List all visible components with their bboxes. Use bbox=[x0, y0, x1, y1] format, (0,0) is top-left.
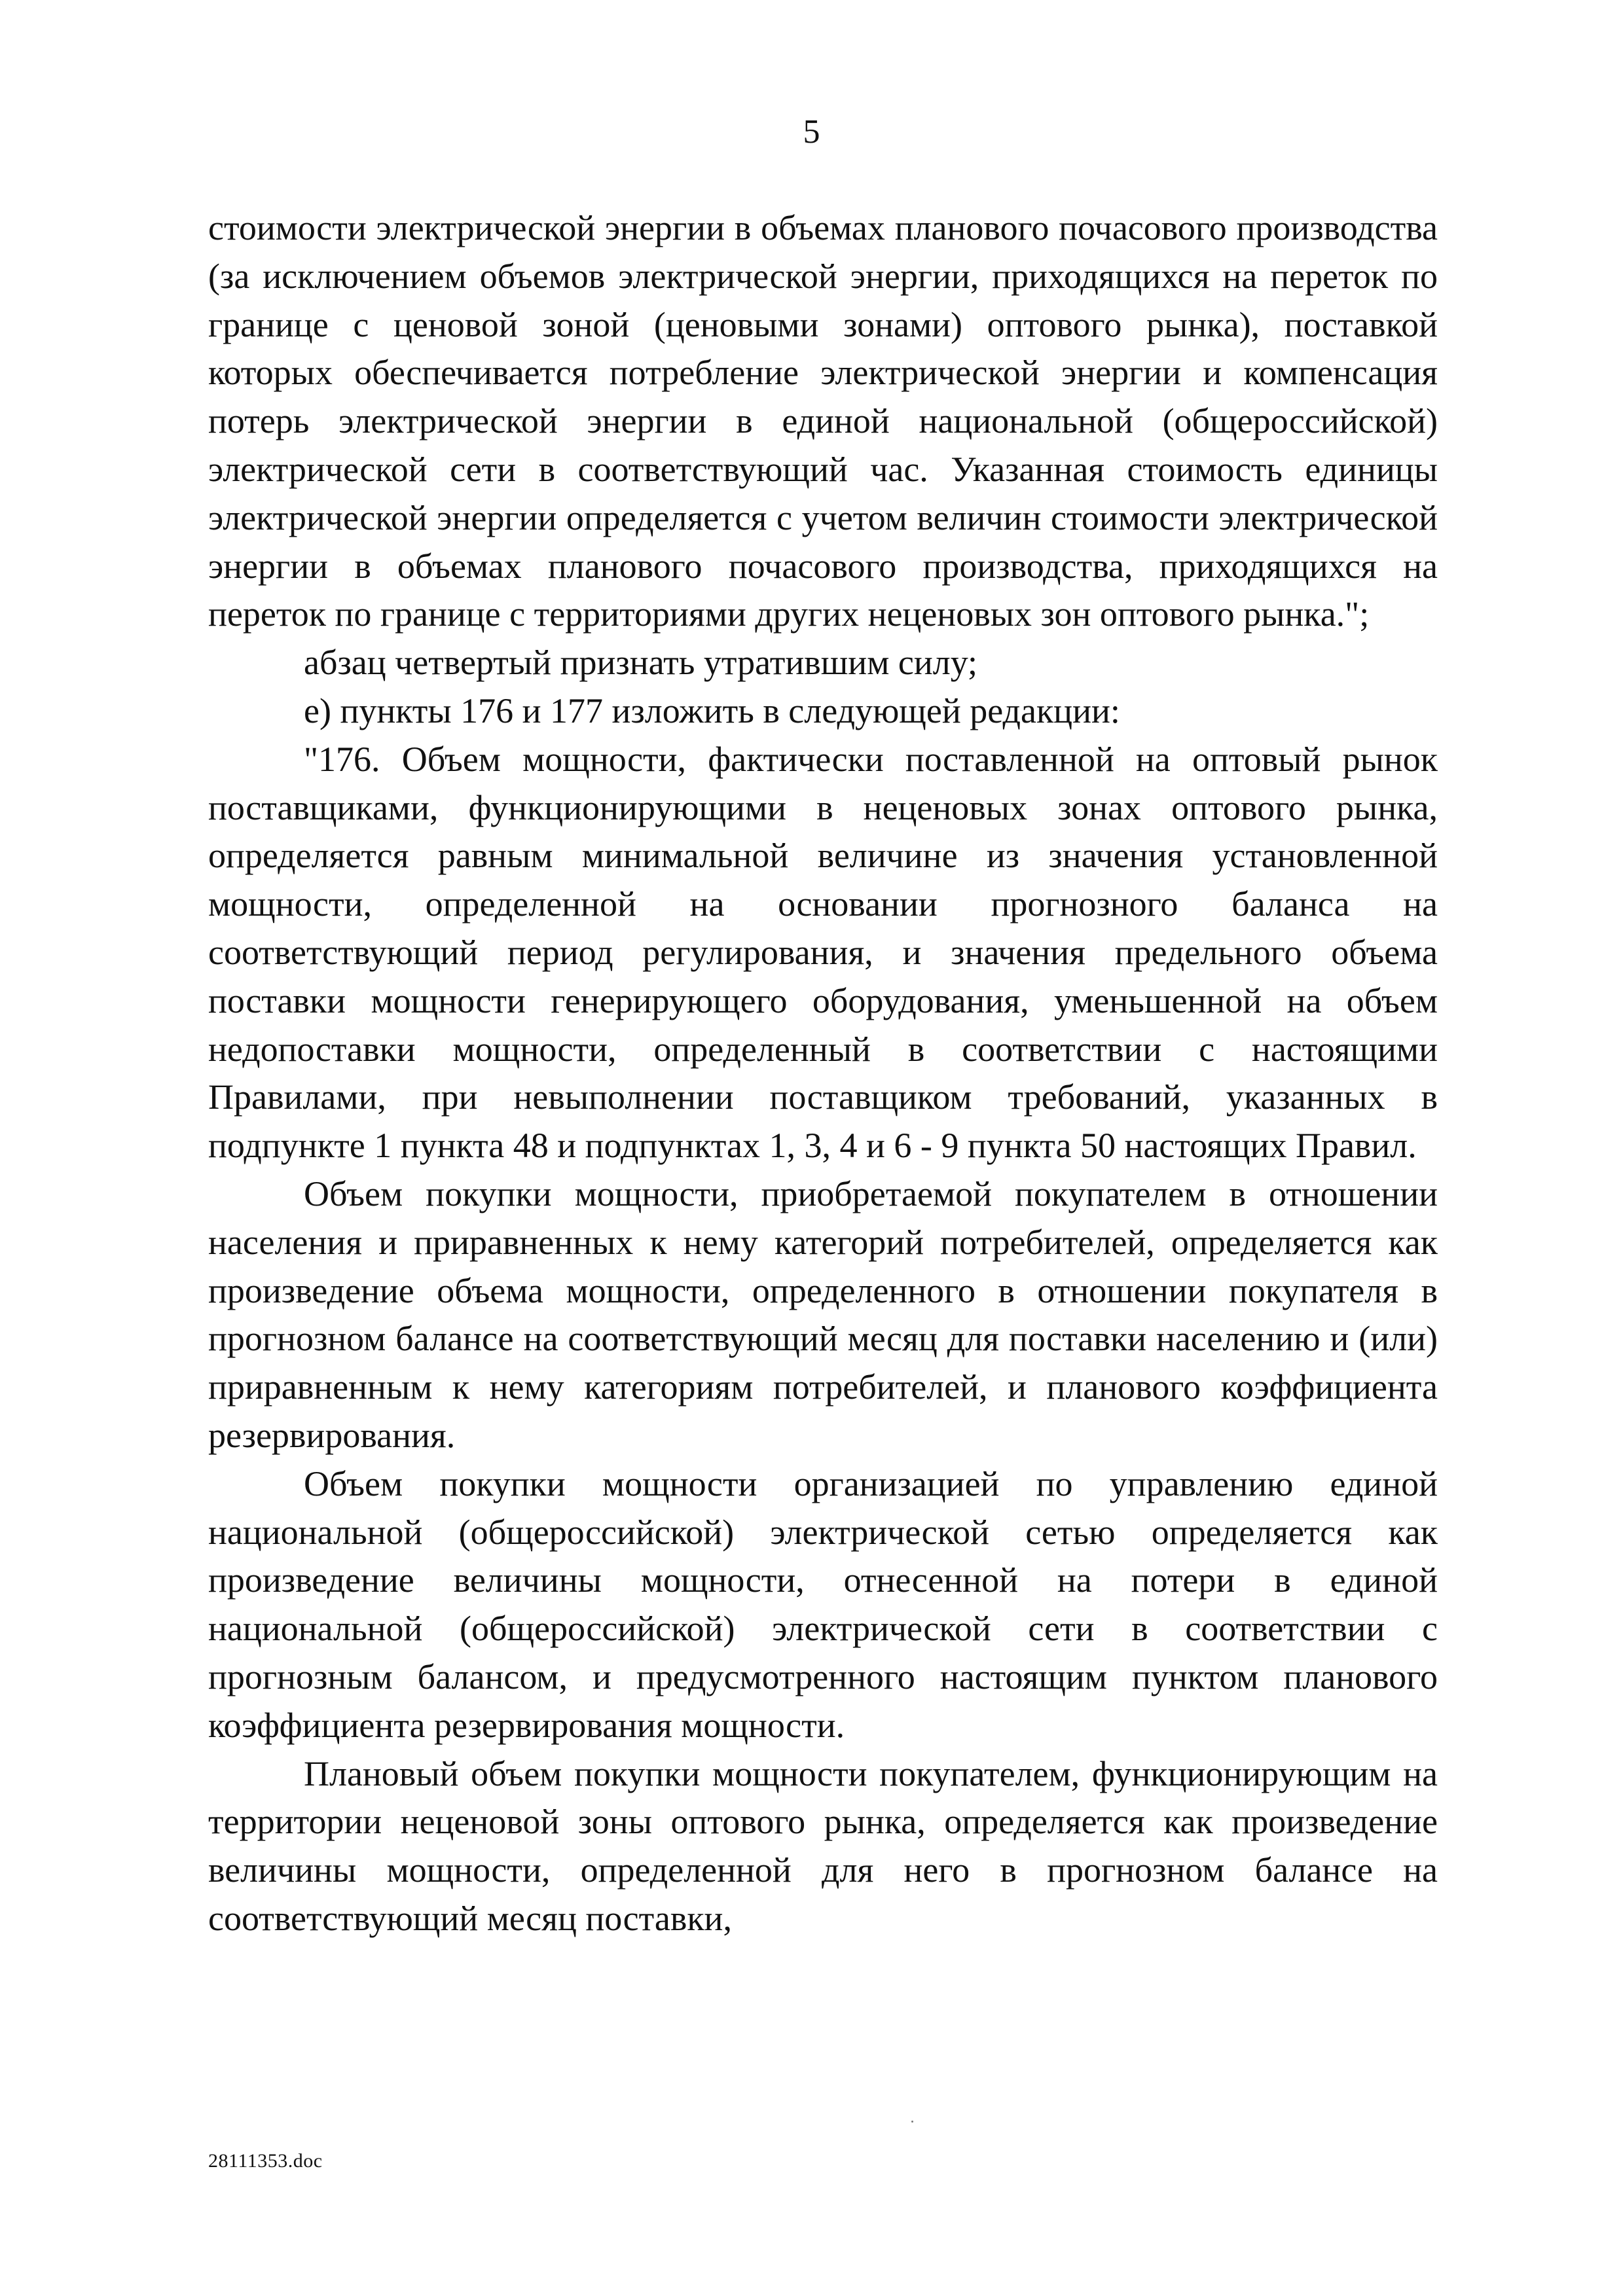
paragraph-continuation: стоимости электрической энергии в объемах планового почасового производства (за исключением объемов электрической энергии, приходящихся на переток по границе с ценовой зоной (ценовыми зонами) оптового рынка), поставкой которых обеспечивается потребление электрической энергии и компенсация потерь электрической энергии в единой национальной (общероссийской) электрической сети в соответствующий час. Указанная стоимость единицы электрической энергии определяется с учетом величин стоимости электрической энергии в объемах планового почасового производства, приходящихся на переток по границе с территориями других неценовых зон оптового рынка."; bbox=[208, 208, 1438, 634]
paragraph-abzac-4: абзац четвертый признать утратившим силу; bbox=[304, 643, 977, 683]
document-body bbox=[208, 204, 1438, 1943]
paragraph-planned-purchase: Плановый объем покупки мощности покупателем, функционирующим на территории неценовой зоны оптового рынка, определяется как произведение величины мощности, определенной для него в прогнозном балансе на соответствующий месяц поставки, bbox=[208, 1753, 1438, 1938]
page-number: 5 bbox=[803, 113, 820, 151]
footer-doc-id: 28111353.doc bbox=[208, 2150, 323, 2172]
paragraph-point-176: "176. Объем мощности, фактически поставленной на оптовый рынок поставщиками, функционирующими в неценовых зонах оптового рынка, определяется равным минимальной величине из значения установленной мощности, определенной на основании прогнозного баланса на соответствующий период регулирования, и значения предельного объема поставки мощности генерирующего оборудования, уменьшенной на объем недопоставки мощности, определенный в соответствии с настоящими Правилами, при невыполнении поставщиком требований, указанных в подпункте 1 пункта 48 и подпунктах 1, 3, 4 и 6 - 9 пункта 50 настоящих Правил. bbox=[208, 739, 1438, 1166]
paragraph-population-purchase: Объем покупки мощности, приобретаемой покупателем в отношении населения и приравненных к нему категорий потребителей, определяется как произведение объема мощности, определенного в отношении покупателя в прогнозном балансе на соответствующий месяц для поставки населению и (или) приравненным к нему категориям потребителей, и планового коэффициента резервирования. bbox=[208, 1174, 1438, 1455]
paragraph-grid-operator-purchase: Объем покупки мощности организацией по управлению единой национальной (общероссийской) электрической сетью определяется как произведение величины мощности, отнесенной на потери в единой национальной (общероссийской) электрической сети в соответствии с прогнозным балансом, и предусмотренного настоящим пунктом планового коэффициента резервирования мощности. bbox=[208, 1463, 1438, 1745]
paragraph-item-e: е) пункты 176 и 177 изложить в следующей редакции: bbox=[304, 691, 1120, 730]
scan-speck bbox=[911, 2121, 913, 2123]
